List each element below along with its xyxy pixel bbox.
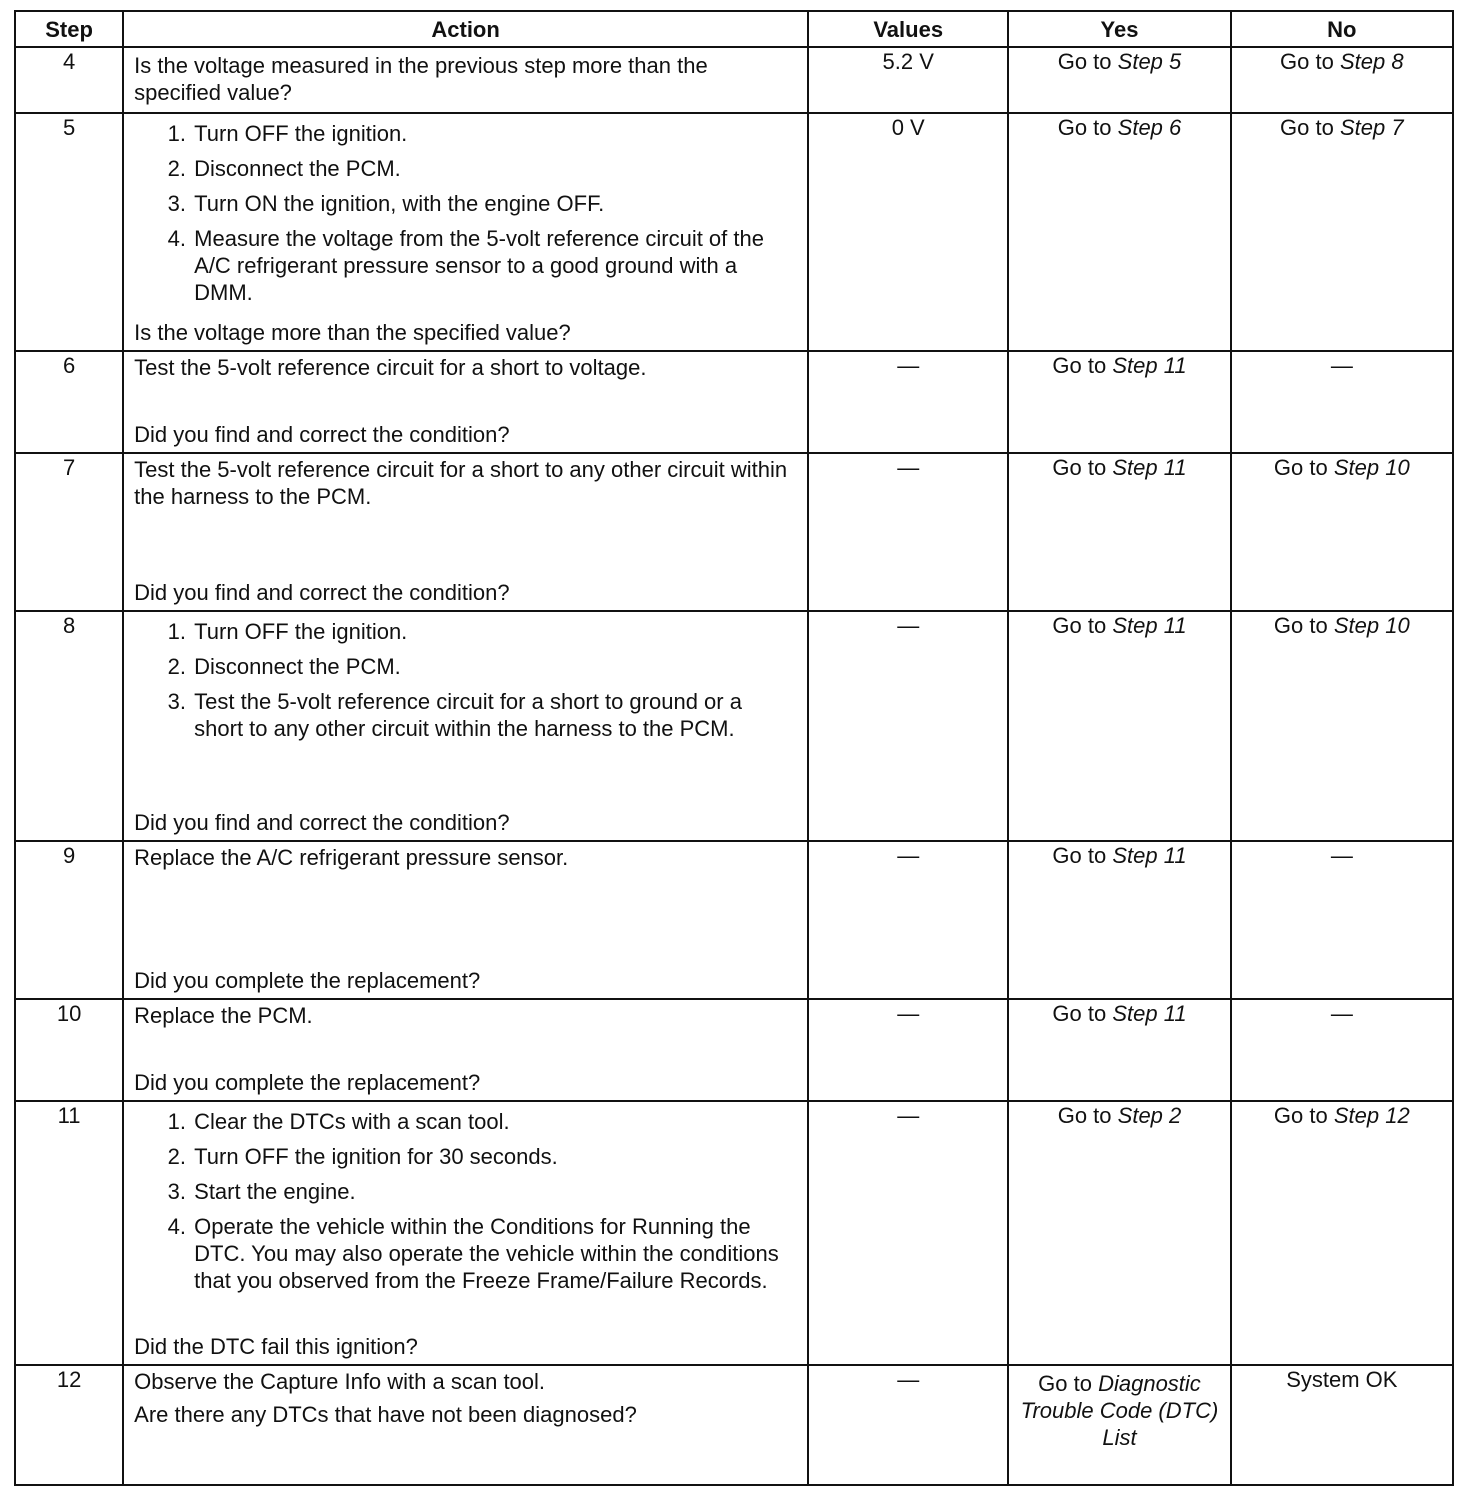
action-question: Are there any DTCs that have not been diagnosed?: [134, 1402, 637, 1427]
list-item: 3. Test the 5-volt reference circuit for a short to ground or a short to any other circuit within the harness to the PCM.: [192, 688, 795, 742]
yes-step-link[interactable]: Step 11: [1112, 455, 1187, 480]
yes-step-link[interactable]: Diagnostic Trouble Code (DTC) List: [1020, 1371, 1219, 1450]
action-question: Is the voltage more than the specified value?: [134, 320, 571, 345]
step-number: 10: [15, 999, 123, 1101]
table-row: [15, 47, 1453, 113]
table-row: [15, 351, 1453, 453]
header-no: No: [1231, 11, 1453, 47]
action-question: Did the DTC fail this ignition?: [134, 1334, 418, 1359]
action-cell: [123, 999, 808, 1101]
list-item: 1. Clear the DTCs with a scan tool.: [192, 1108, 795, 1135]
action-cell: [123, 453, 808, 611]
no-step-link[interactable]: Step 7: [1339, 115, 1404, 140]
step-number: 8: [15, 611, 123, 841]
no-cell: System OK: [1231, 1365, 1453, 1485]
header-action: Action: [123, 11, 808, 47]
list-item: 2. Disconnect the PCM.: [192, 653, 795, 680]
action-cell: [123, 351, 808, 453]
value-cell: —: [808, 351, 1008, 453]
action-cell: [123, 841, 808, 999]
action-steps-list: [134, 614, 795, 746]
yes-step-link[interactable]: Step 11: [1112, 353, 1187, 378]
value-cell: —: [808, 453, 1008, 611]
table-row: [15, 453, 1453, 611]
yes-cell: Go to Step 6: [1008, 113, 1230, 351]
value-cell: —: [808, 1101, 1008, 1365]
no-cell: Go to Step 8: [1231, 47, 1453, 113]
action-text: Is the voltage measured in the previous step more than the specified value?: [134, 53, 708, 105]
yes-cell: Go to Step 11: [1008, 453, 1230, 611]
no-cell: Go to Step 12: [1231, 1101, 1453, 1365]
action-text: Test the 5-volt reference circuit for a short to any other circuit within the harness to the PCM.: [134, 457, 788, 509]
yes-cell: Go to Step 11: [1008, 841, 1230, 999]
step-number: 11: [15, 1101, 123, 1365]
action-cell: [123, 113, 808, 351]
action-text: Replace the PCM.: [134, 1003, 313, 1028]
yes-cell: Go to Step 11: [1008, 611, 1230, 841]
yes-cell: Go to Step 11: [1008, 999, 1230, 1101]
no-step-link[interactable]: Step 10: [1333, 455, 1410, 480]
step-number: 7: [15, 453, 123, 611]
step-number: 5: [15, 113, 123, 351]
no-cell: Go to Step 10: [1231, 453, 1453, 611]
action-question: Did you find and correct the condition?: [134, 580, 510, 605]
no-step-link[interactable]: Step 8: [1339, 49, 1404, 74]
value-cell: —: [808, 611, 1008, 841]
list-item: 2. Turn OFF the ignition for 30 seconds.: [192, 1143, 795, 1170]
list-item: 2. Disconnect the PCM.: [192, 155, 795, 182]
action-steps-list: [134, 116, 795, 310]
value-cell: 0 V: [808, 113, 1008, 351]
no-cell: Go to Step 10: [1231, 611, 1453, 841]
list-item: 1. Turn OFF the ignition.: [192, 120, 795, 147]
action-question: Did you complete the replacement?: [134, 968, 481, 993]
header-yes: Yes: [1008, 11, 1230, 47]
action-text: Test the 5-volt reference circuit for a short to voltage.: [134, 355, 647, 380]
action-cell: [123, 47, 808, 113]
table-row: [15, 841, 1453, 999]
header-step: Step: [15, 11, 123, 47]
yes-step-link[interactable]: Step 11: [1112, 1001, 1187, 1026]
action-question: Did you find and correct the condition?: [134, 810, 510, 835]
table-row: [15, 113, 1453, 351]
step-number: 6: [15, 351, 123, 453]
action-text: Replace the A/C refrigerant pressure sensor.: [134, 845, 569, 870]
yes-step-link[interactable]: Step 5: [1117, 49, 1182, 74]
list-item: 4. Operate the vehicle within the Conditions for Running the DTC. You may also operate the vehicle within the conditions that you observed from the Freeze Frame/Failure Records.: [192, 1213, 795, 1294]
yes-cell: Go to Step 11: [1008, 351, 1230, 453]
yes-step-link[interactable]: Step 11: [1112, 613, 1187, 638]
no-cell: —: [1231, 351, 1453, 453]
list-item: 3. Start the engine.: [192, 1178, 795, 1205]
table-row: [15, 1101, 1453, 1365]
list-item: 4. Measure the voltage from the 5-volt reference circuit of the A/C refrigerant pressure sensor to a good ground with a DMM.: [192, 225, 795, 306]
yes-cell: Go to Step 2: [1008, 1101, 1230, 1365]
action-cell: [123, 611, 808, 841]
action-question: Did you complete the replacement?: [134, 1070, 481, 1095]
header-values: Values: [808, 11, 1008, 47]
action-cell: [123, 1365, 808, 1485]
list-item: 3. Turn ON the ignition, with the engine OFF.: [192, 190, 795, 217]
yes-step-link[interactable]: Step 2: [1117, 1103, 1182, 1128]
yes-step-link[interactable]: Step 6: [1117, 115, 1182, 140]
action-cell: [123, 1101, 808, 1365]
list-item: 1. Turn OFF the ignition.: [192, 618, 795, 645]
value-cell: —: [808, 841, 1008, 999]
no-step-link[interactable]: Step 12: [1333, 1103, 1410, 1128]
step-number: 4: [15, 47, 123, 113]
no-cell: Go to Step 7: [1231, 113, 1453, 351]
yes-cell: Go to Step 5: [1008, 47, 1230, 113]
header-row: [15, 11, 1453, 47]
action-steps-list: [134, 1104, 795, 1298]
value-cell: —: [808, 1365, 1008, 1485]
table-row: [15, 999, 1453, 1101]
table-row: [15, 1365, 1453, 1485]
action-text: Observe the Capture Info with a scan tool.: [134, 1369, 546, 1394]
no-step-link[interactable]: Step 10: [1333, 613, 1410, 638]
step-number: 9: [15, 841, 123, 999]
action-question: Did you find and correct the condition?: [134, 422, 510, 447]
table-row: [15, 611, 1453, 841]
no-cell: —: [1231, 999, 1453, 1101]
value-cell: —: [808, 999, 1008, 1101]
yes-cell: Go to Diagnostic Trouble Code (DTC) List: [1008, 1365, 1230, 1485]
diagnostic-table: [14, 10, 1454, 1486]
value-cell: 5.2 V: [808, 47, 1008, 113]
yes-step-link[interactable]: Step 11: [1112, 843, 1187, 868]
no-cell: —: [1231, 841, 1453, 999]
step-number: 12: [15, 1365, 123, 1485]
